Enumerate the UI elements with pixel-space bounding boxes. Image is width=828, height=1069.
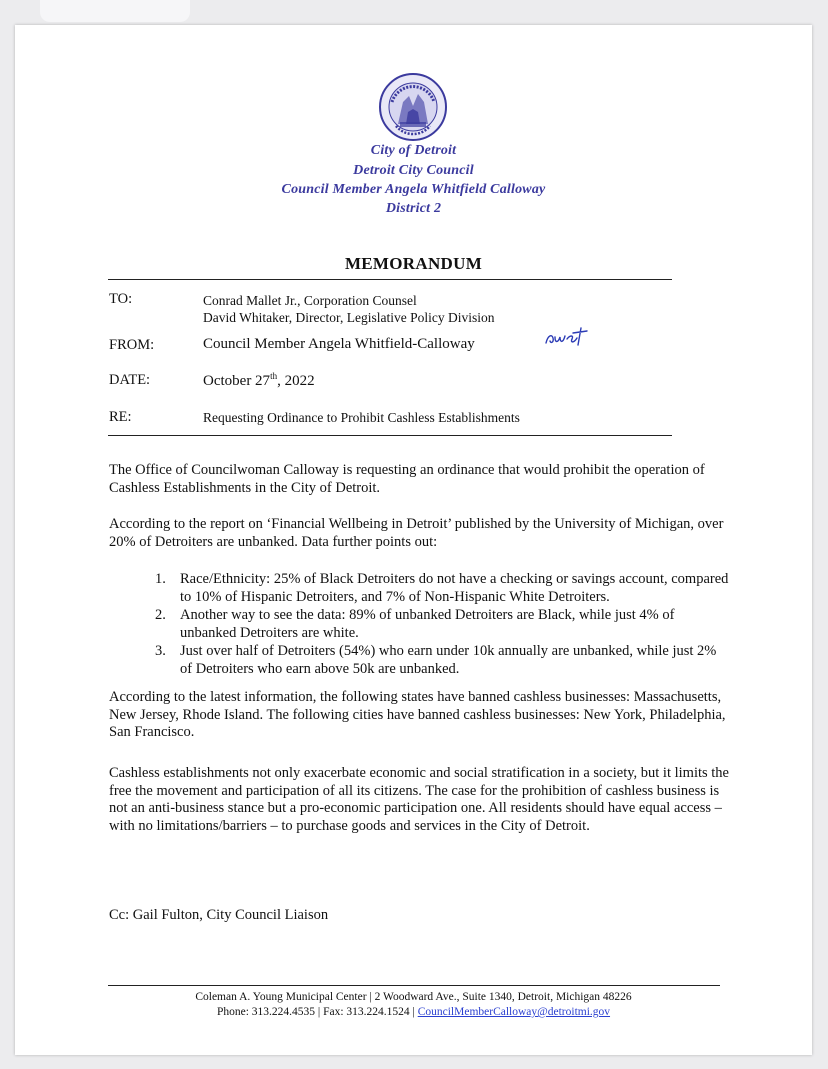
paragraph-bans: According to the latest information, the following states have banned cashless businesses: Massachusetts, New Jersey, Rhode Island. The following cities have banned cashless businesses: New York, Philadelphia, San Francisco. <box>109 689 726 740</box>
signature-initials <box>543 325 593 349</box>
to-recipient-1: Conrad Mallet Jr., Corporation Counsel <box>203 293 417 308</box>
to-recipient-2: David Whitaker, Director, Legislative Policy Division <box>203 310 495 325</box>
letterhead-member: Council Member Angela Whitfield Calloway <box>281 182 546 197</box>
window-tab <box>40 0 190 22</box>
city-seal-icon <box>378 72 448 142</box>
paragraph-argument: Cashless establishments not only exacerbate economic and social stratification in a society, but it limits the free the movement and participation of all its citizens. The case for the prohibition of cashless business is not an anti-business stance but a pro-economic participation one. All residents should have equal access – with no limitations/barriers – to purchase goods and services in the City of Detroit. <box>109 765 729 834</box>
memo-title: MEMORANDUM <box>344 254 483 273</box>
header-bottom-rule <box>108 435 672 436</box>
cc-line: Cc: Gail Fulton, City Council Liaison <box>109 907 329 923</box>
date-label: DATE: <box>109 372 151 388</box>
date-value: October 27th, 2022 <box>203 371 315 389</box>
list-item: 2. Another way to see the data: 89% of unbanked Detroiters are Black, while just 4% of unbanked Detroiters are white. <box>155 607 675 641</box>
letterhead-city: City of Detroit <box>370 143 457 158</box>
re-subject: Requesting Ordinance to Prohibit Cashless Establishments <box>203 410 520 425</box>
paragraph-intro: The Office of Councilwoman Calloway is requesting an ordinance that would prohibit the operation of Cashless Establishments in the City of Detroit. <box>109 462 705 496</box>
email-link[interactable]: CouncilMemberCalloway@detroitmi.gov <box>417 1006 611 1018</box>
re-label: RE: <box>109 409 132 425</box>
memo-page <box>15 25 812 1055</box>
header-top-rule <box>108 279 672 280</box>
list-item: 3. Just over half of Detroiters (54%) who earn under 10k annually are unbanked, while just 2% of Detroiters who earn above 50k are unbanked. <box>155 643 717 677</box>
footer-rule <box>108 985 720 986</box>
from-label: FROM: <box>109 337 155 353</box>
list-item: 1. Race/Ethnicity: 25% of Black Detroiters do not have a checking or savings account, compared to 10% of Hispanic Detroiters, and 7% of Non-Hispanic White Detroiters. <box>155 571 729 605</box>
footer-contact: Phone: 313.224.4535 | Fax: 313.224.1524 | CouncilMemberCalloway@detroitmi.gov <box>216 1006 611 1018</box>
to-label: TO: <box>109 291 133 307</box>
paragraph-report: According to the report on ‘Financial Wellbeing in Detroit’ published by the University of Michigan, over 20% of Detroiters are unbanked. Data further points out: <box>109 516 724 550</box>
footer-address: Coleman A. Young Municipal Center | 2 Woodward Ave., Suite 1340, Detroit, Michigan 48226 <box>195 991 632 1003</box>
from-value: Council Member Angela Whitfield-Calloway <box>203 336 475 352</box>
letterhead-district: District 2 <box>385 201 442 216</box>
letterhead-council: Detroit City Council <box>353 163 474 178</box>
data-list <box>155 571 730 679</box>
